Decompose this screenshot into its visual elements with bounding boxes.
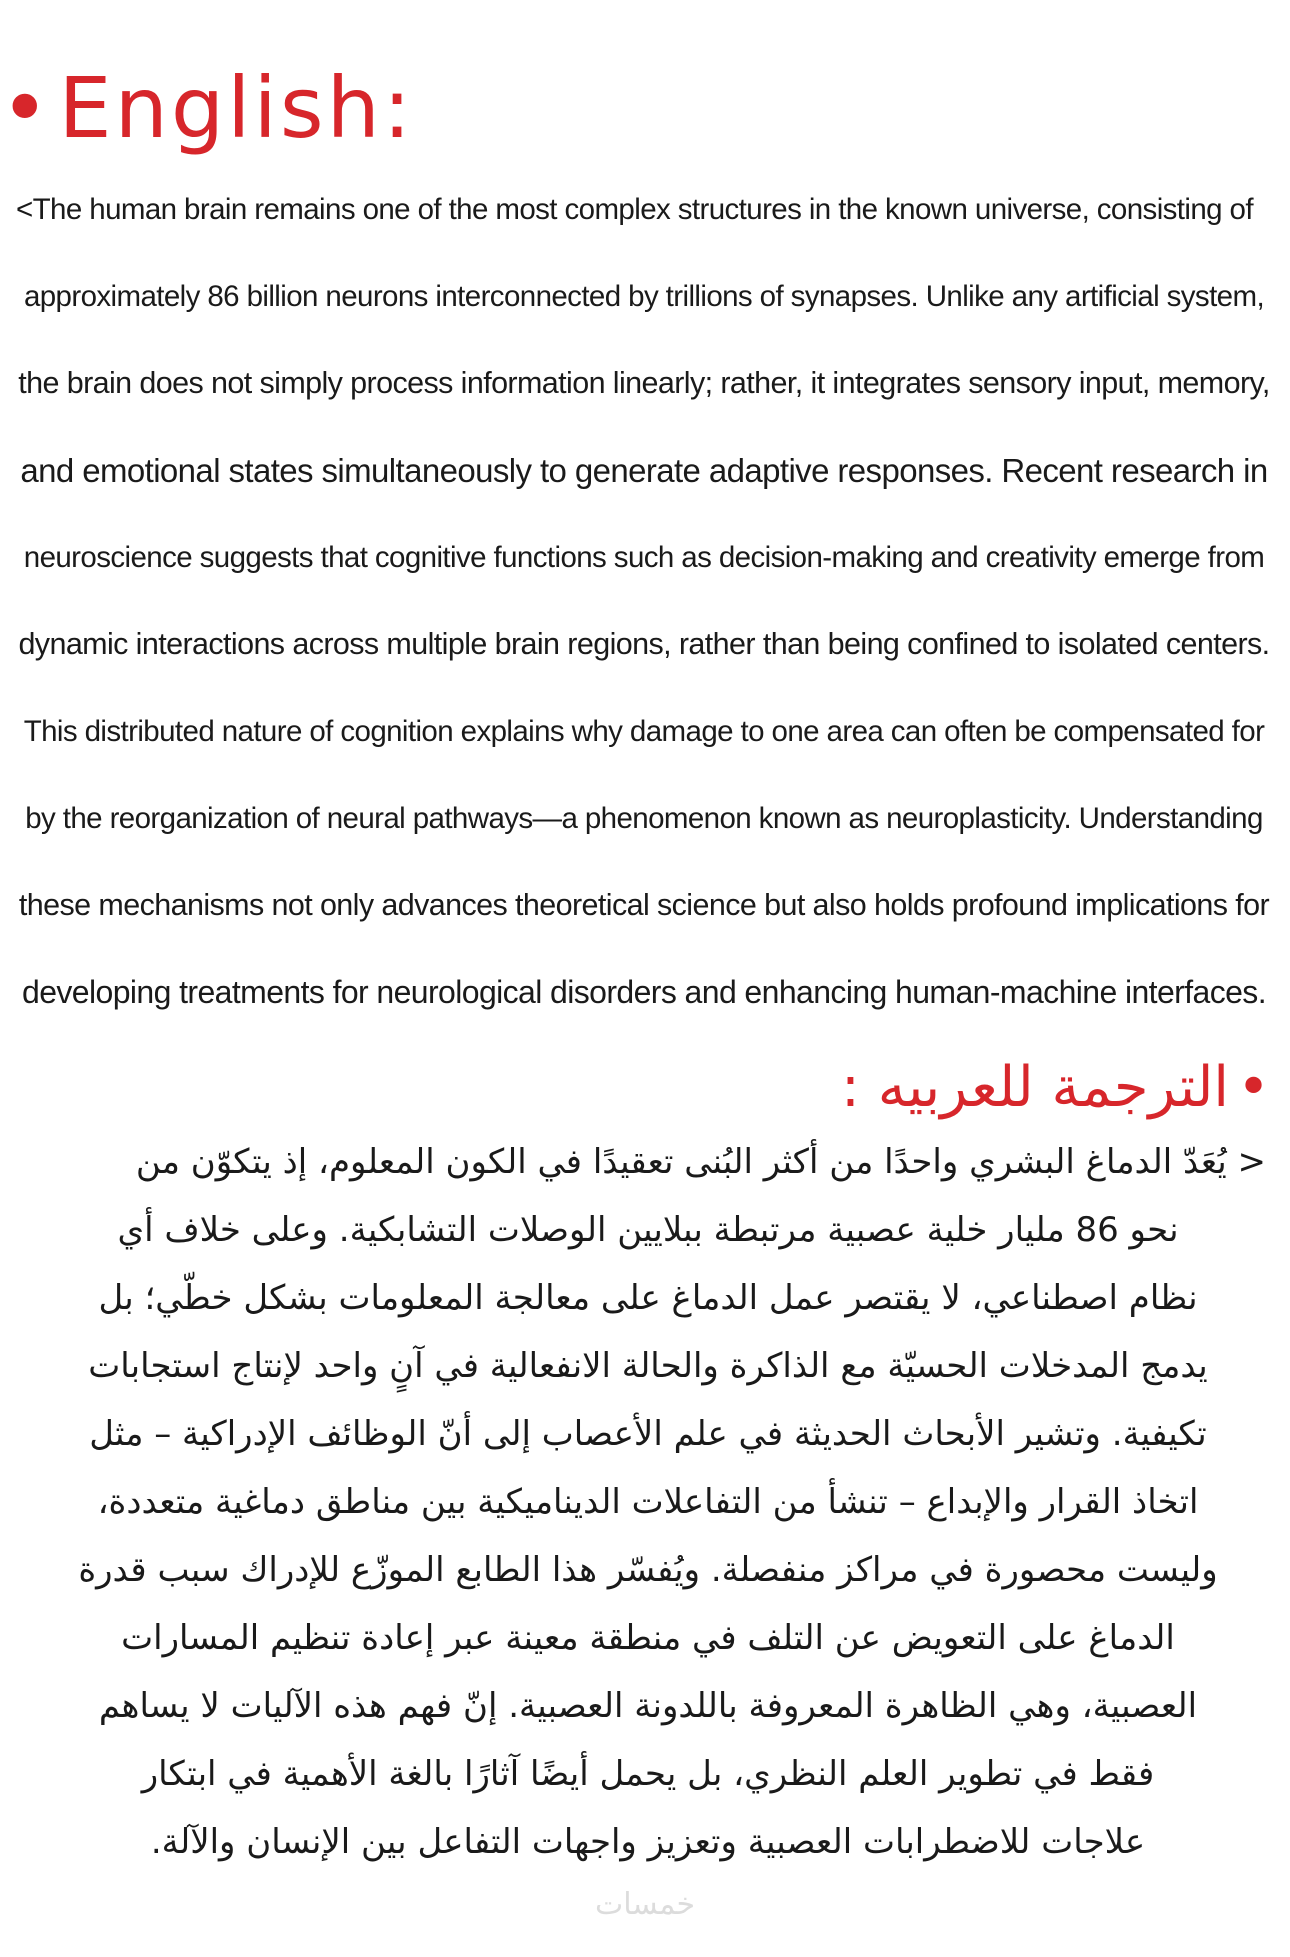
english-heading [0,48,414,168]
arabic-line-5: تكيفية. وتشير الأبحاث الحديثة في علم الأعصاب إلى أنّ الوظائف الإدراكية – مثل [89,1414,1207,1454]
arabic-heading-bullet: • [1236,1054,1270,1120]
english-line-2: approximately 86 billion neurons interconnected by trillions of synapses. Unlike any artificial system, [23,280,1265,313]
arabic-line-1: < يُعَدّ الدماغ البشري واحدًا من أكثر البُنى تعقيدًا في الكون المعلوم، إذ يتكوّن من [135,1142,1266,1182]
arabic-line-2: نحو 86 مليار خلية عصبية مرتبطة ببلايين الوصلات التشابكية. وعلى خلاف أي [117,1210,1179,1250]
arabic-line-9: العصبية، وهي الظاهرة المعروفة باللدونة العصبية. إنّ فهم هذه الآليات لا يساهم [98,1686,1198,1726]
english-line-10: developing treatments for neurological disorders and enhancing human-machine interfaces. [22,974,1266,1010]
english-heading-text: English: [58,59,415,157]
arabic-heading [841,1032,1270,1142]
arabic-line-10: فقط في تطوير العلم النظري، بل يحمل أيضًا آثارًا بالغة الأهمية في ابتكار [141,1754,1155,1794]
arabic-line-6: اتخاذ القرار والإبداع – تنشأ من التفاعلات الديناميكية بين مناطق دماغية متعددة، [97,1482,1199,1522]
arabic-line-11: علاجات للاضطرابات العصبية وتعزيز واجهات التفاعل بين الإنسان والآلة. [150,1822,1146,1862]
english-line-1: <The human brain remains one of the most complex structures in the known universe, consisting of [16,193,1253,226]
arabic-paragraph [30,1128,1266,1876]
english-line-7: This distributed nature of cognition explains why damage to one area can often be compensated for [23,715,1265,748]
english-paragraph [16,166,1272,1036]
arabic-line-7: وليست محصورة في مراكز منفصلة. ويُفسّر هذا الطابع الموزّع للإدراك سبب قدرة [78,1550,1218,1590]
english-heading-bullet: • [0,59,53,157]
watermark-logo: خمسات [594,1887,696,1922]
arabic-line-4: يدمج المدخلات الحسيّة مع الذاكرة والحالة الانفعالية في آنٍ واحد لإنتاج استجابات [88,1346,1208,1386]
arabic-heading-text: الترجمة للعربيه : [841,1054,1229,1120]
english-line-6: dynamic interactions across multiple brain regions, rather than being confined to isolated centers. [18,627,1270,661]
english-line-4: and emotional states simultaneously to generate adaptive responses. Recent research in [20,452,1268,489]
english-line-9: these mechanisms not only advances theoretical science but also holds profound implications for [18,888,1270,922]
arabic-line-3: نظام اصطناعي، لا يقتصر عمل الدماغ على معالجة المعلومات بشكل خطّي؛ بل [98,1278,1198,1318]
english-line-5: neuroscience suggests that cognitive functions such as decision-making and creativity emerge from [23,541,1265,574]
english-line-8: by the reorganization of neural pathways—a phenomenon known as neuroplasticity. Understanding [25,802,1263,835]
arabic-line-8: الدماغ على التعويض عن التلف في منطقة معينة عبر إعادة تنظيم المسارات [121,1618,1175,1658]
english-line-3: the brain does not simply process information linearly; rather, it integrates sensory input, memory, [18,366,1270,400]
